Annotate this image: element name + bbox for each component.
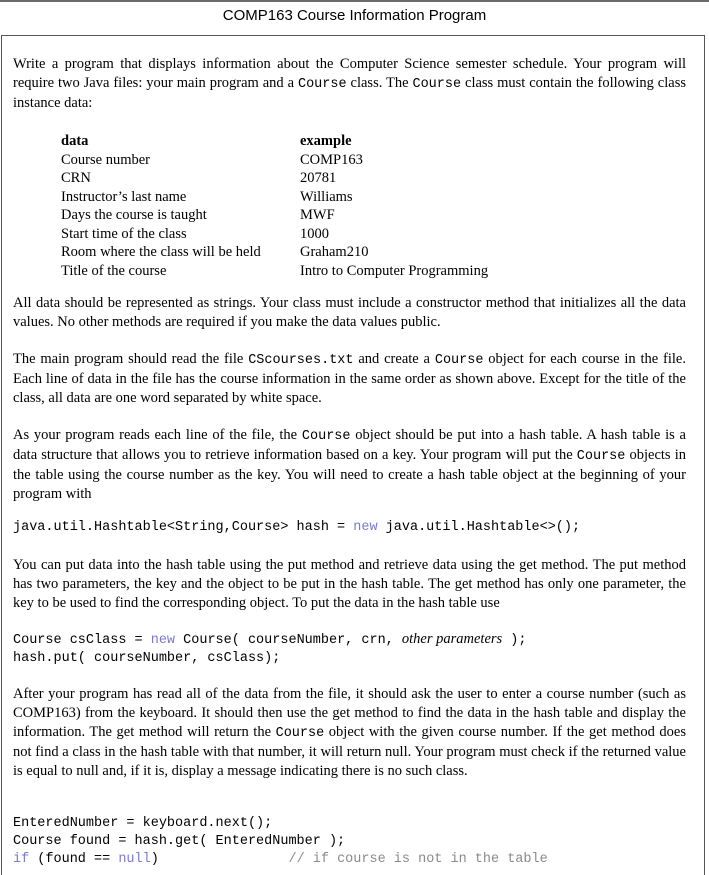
page-title: COMP163 Course Information Program: [222, 7, 487, 24]
table-row: [61, 206, 488, 225]
instance-data-table: [61, 132, 488, 280]
intro-paragraph: Write a program that displays information about the Computer Science semester schedule. Your program will require two Java files: your main program and a Course class. The Course class must contain the following class instance data:: [13, 56, 686, 111]
table-row: [61, 169, 488, 188]
table-cell-field: Room where the class will be held: [61, 244, 261, 260]
put-get-paragraph: You can put data into the hash table using the put method and retrieve data using the get method. The put method has two parameters, the key and the object to be put in the hash table. The get method has only one parameter, the key to be used to find the corresponding object. To put the data in the hash table use: [13, 557, 686, 611]
table-header-row: [61, 132, 488, 151]
table-cell-example: Graham210: [300, 244, 369, 260]
main-program-paragraph: The main program should read the file CScourses.txt and create a Course object for each course in the file. Each line of data in the file has the course information in the same order as shown above. Except for the title of the class, all data are one word separated by white space.: [13, 351, 686, 406]
table-row: [61, 151, 488, 170]
table-row: [61, 225, 488, 244]
table-row: [61, 262, 488, 281]
table-cell-field: Course number: [61, 151, 150, 168]
table-cell-example: 20781: [300, 170, 337, 186]
table-header-example: example: [300, 133, 352, 149]
user-input-paragraph: After your program has read all of the data from the file, it should ask the user to enter a course number (such as COMP163) from the keyboard. It should then use the get method to find the data in the hash table and display the information. The get method will return the Course object with the given course number. If the get method does not find a class in the hash table with that number, it will return null. Your program must check if the returned value is equal to null and, if it is, display a message indicating there is no such class.: [13, 686, 686, 779]
table-cell-example: 1000: [300, 225, 329, 242]
hash-put-code: Course csClass = new Course( courseNumber, crn, other parameters ); hash.put( courseNumber, csClass);: [13, 631, 527, 666]
table-cell-field: Days the course is taught: [61, 207, 207, 223]
table-row: [61, 243, 488, 262]
table-cell-example: MWF: [300, 207, 335, 223]
table-cell-field: Start time of the class: [61, 225, 187, 242]
table-cell-example: Williams: [300, 188, 353, 205]
table-cell-field: Title of the course: [61, 262, 167, 279]
table-cell-example: Intro to Computer Programming: [300, 262, 489, 279]
lookup-code: EnteredNumber = keyboard.next(); Course found = hash.get( EnteredNumber ); if (found == null) // if course is not in the table: [13, 816, 548, 867]
table-header-data: data: [61, 133, 89, 149]
hashtable-declaration-code: java.util.Hashtable<String,Course> hash = new java.util.Hashtable<>();: [13, 520, 581, 535]
table-row: [61, 188, 488, 207]
hash-table-paragraph: As your program reads each line of the file, the Course object should be put into a hash table. A hash table is a data structure that allows you to retrieve information based on a key. Your program will put the Course objects in the table using the course number as the key. You will need to create a hash table object at the beginning of your program with: [13, 427, 686, 502]
strings-paragraph: All data should be represented as strings. Your class must include a constructor method that initializes all the data values. No other methods are required if you make the data values public.: [13, 295, 686, 330]
table-cell-field: Instructor’s last name: [61, 188, 187, 205]
top-rule: [0, 0, 709, 2]
table-cell-field: CRN: [61, 170, 91, 186]
table-cell-example: COMP163: [300, 151, 363, 168]
